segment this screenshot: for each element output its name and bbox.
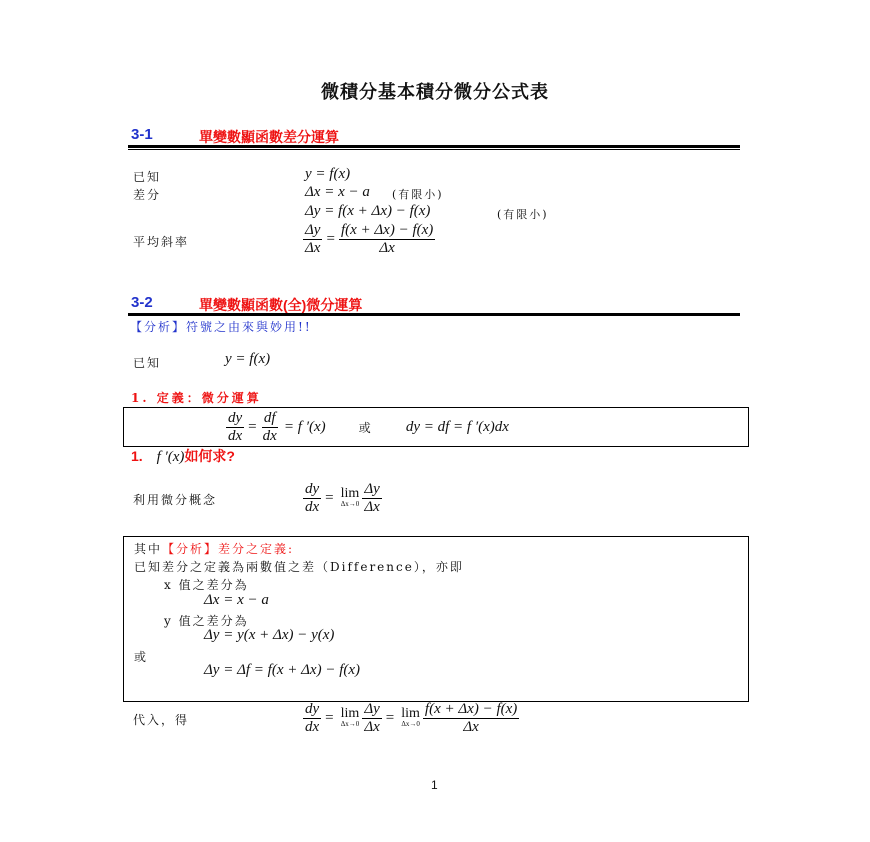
label-substitute: 代入，得: [133, 713, 190, 727]
lim: lim: [401, 706, 420, 721]
page-number: 1: [431, 778, 438, 792]
heading-text: 如何求?: [184, 448, 235, 464]
lim-subscript: Δx→0: [340, 720, 360, 728]
lim: lim: [340, 706, 360, 721]
numerator: dy: [228, 410, 243, 426]
formula: Δy = y(x + Δx) − y(x): [204, 627, 335, 643]
box-heading: [134, 540, 294, 557]
formula: Δx = x − a: [305, 184, 370, 200]
divider: [128, 313, 740, 316]
definition-formula: $\frac{dy}{dx}$ = $\frac{df}{dx}$ = f ′(x) 或 dy = df = f ′(x)dx: [228, 410, 509, 444]
denominator: dx: [228, 428, 243, 444]
numerator: dy: [305, 481, 320, 497]
definition-heading: 1. 定義：微分運算: [131, 391, 262, 405]
denominator: dx: [305, 719, 320, 735]
analysis-tag: 【分析】差分之定義:: [162, 542, 295, 556]
label-known: 已知: [133, 356, 162, 370]
numerator: f(x + Δx) − f(x): [340, 222, 434, 238]
concept-formula: $\frac{dy}{dx}$ = lim Δx→0 $\frac{\Delta y}{\Delta x}$: [305, 481, 380, 515]
text-line: y 值之差分為: [164, 614, 249, 628]
text-line: x 值之差分為: [164, 578, 249, 592]
avg-slope-formula: $\frac{\Delta y}{\Delta x}$ = $\frac{f(x + \Delta x) - f(x)}{\Delta x}$: [305, 222, 434, 256]
label-concept: 利用微分概念: [133, 493, 218, 507]
formula: y = f(x): [305, 166, 351, 182]
denominator: dx: [305, 499, 320, 515]
note: (有限小): [497, 208, 549, 221]
note: (有限小): [392, 188, 444, 201]
section-heading: 單變數顯函數差分運算: [199, 129, 339, 145]
substitute-formula: $\frac{dy}{dx}$ = lim Δx→0 $\frac{\Delta y}{\Delta x}$ = lim Δx→0 $\frac{f(x + \Delta x) - f(x)}{\Delta x}$: [305, 701, 518, 735]
denominator: Δx: [379, 240, 395, 256]
denominator: Δx: [364, 719, 380, 735]
formula: dy = df = f ′(x)dx: [405, 419, 509, 435]
numerator: Δy: [364, 481, 380, 497]
label-known: 已知: [133, 170, 162, 184]
prefix: 其中: [134, 542, 163, 556]
formula: f ′(x): [156, 449, 185, 465]
analysis-note: 【分析】符號之由來與妙用!!: [130, 320, 312, 334]
section-number: 3-1: [131, 126, 153, 143]
numerator: Δy: [364, 701, 380, 717]
divider: [128, 145, 740, 148]
text-line: 已知差分之定義為兩數值之差（Difference），亦即: [134, 560, 464, 574]
formula: Δx = x − a: [204, 592, 269, 608]
or-text: 或: [358, 421, 373, 435]
denominator: Δx: [463, 719, 479, 735]
formula: Δy = Δf = f(x + Δx) − f(x): [204, 662, 361, 678]
formula: = f ′(x): [283, 419, 326, 435]
lim-subscript: Δx→0: [340, 500, 360, 508]
denominator: Δx: [364, 499, 380, 515]
heading-number: 1.: [131, 448, 143, 464]
numerator: dy: [305, 701, 320, 717]
or-text: 或: [134, 650, 149, 664]
section-heading: 單變數顯函數(全)微分運算: [199, 297, 363, 313]
lim-subscript: Δx→0: [401, 720, 420, 728]
denominator: Δx: [305, 240, 321, 256]
numerator: f(x + Δx) − f(x): [424, 701, 518, 717]
page-title: 微積分基本積分微分公式表: [321, 82, 549, 103]
denominator: dx: [262, 428, 277, 444]
difference-definition-box: [123, 536, 749, 702]
section-number: 3-2: [131, 294, 153, 311]
numerator: Δy: [305, 222, 321, 238]
divider: [128, 149, 740, 150]
label-difference: 差分: [133, 188, 162, 202]
lim: lim: [340, 486, 360, 501]
label-avg-slope: 平均斜率: [133, 235, 190, 249]
formula: y = f(x): [225, 351, 271, 367]
how-heading: [131, 446, 235, 466]
formula: Δy = f(x + Δx) − f(x): [305, 203, 431, 219]
definition-box: [123, 407, 749, 447]
numerator: df: [263, 410, 276, 426]
